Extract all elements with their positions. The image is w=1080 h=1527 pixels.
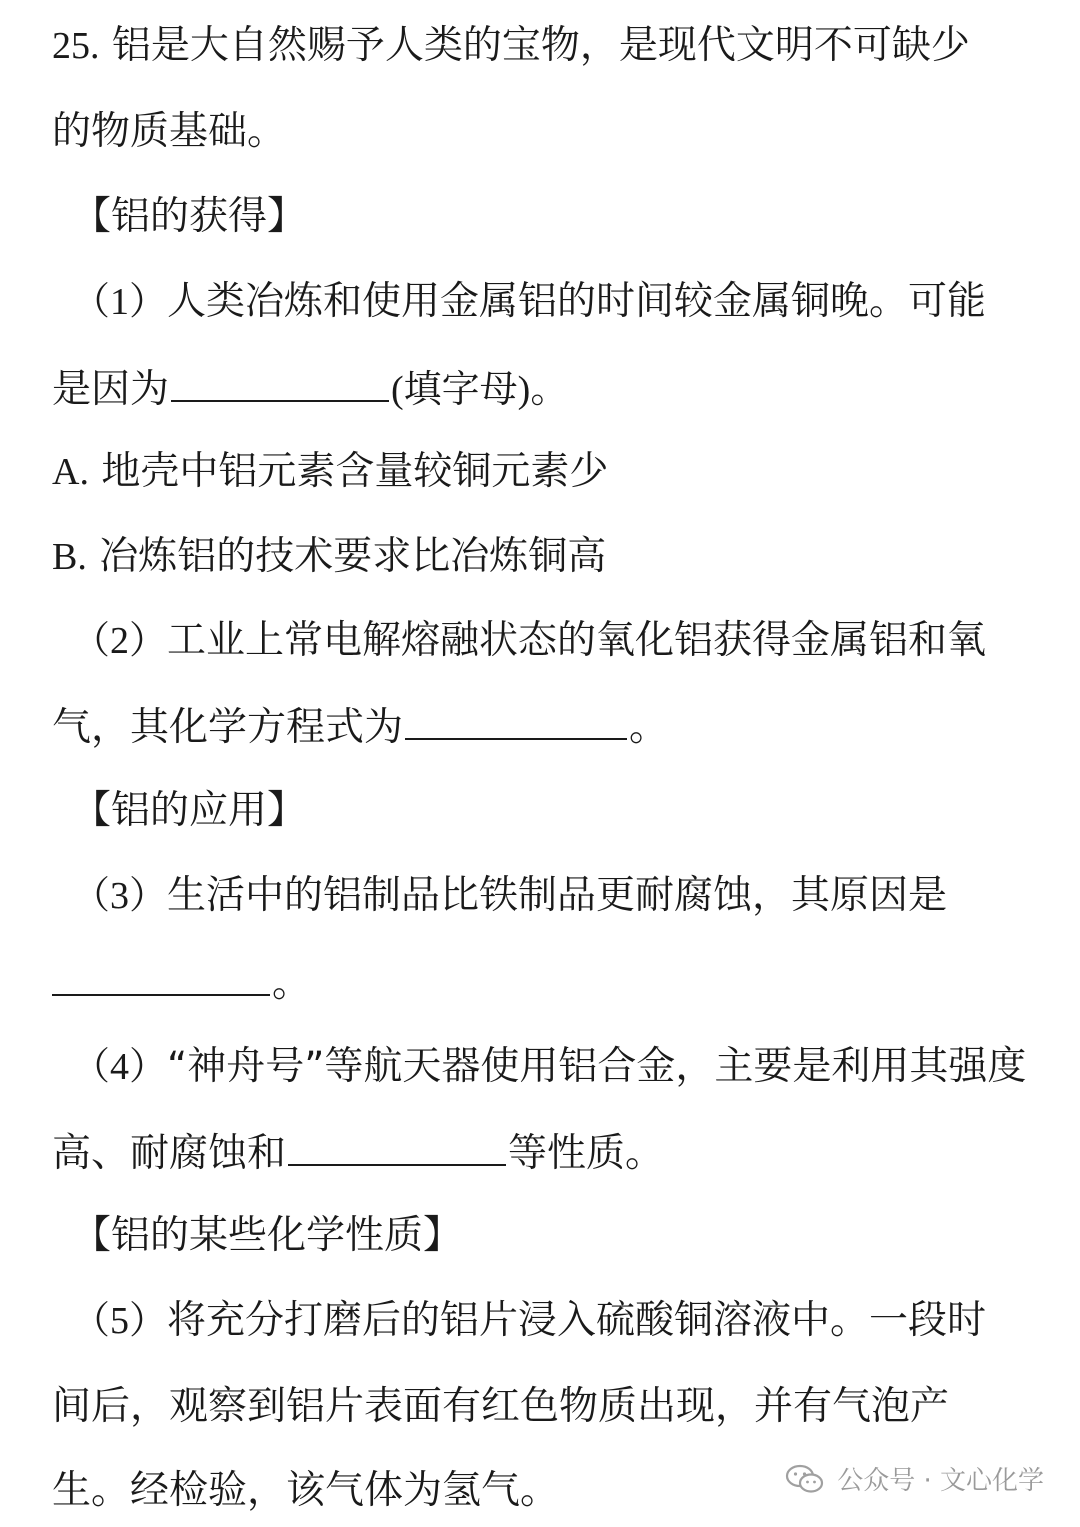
- q2-line1: [72, 617, 986, 665]
- question-intro-text: 铝是大自然赐予人类的宝物，是现代文明不可缺少: [111, 23, 970, 68]
- q4-label: （4）: [72, 1046, 168, 1088]
- watermark: [785, 1460, 1044, 1497]
- q1-text-after-blank: (填字母)。: [391, 369, 569, 411]
- q5-line3: 生。经检验，该气体为氢气。: [52, 1468, 560, 1513]
- q1-answer-blank[interactable]: [171, 364, 389, 402]
- question-intro-line2: 的物质基础。: [52, 109, 287, 154]
- q1-option-b: [52, 533, 606, 581]
- q1-option-a-text: 地壳中铝元素含量较铜元素少: [101, 449, 609, 494]
- watermark-text: 公众号 · 文心化学: [837, 1466, 1044, 1496]
- q3-answer-blank[interactable]: [52, 958, 270, 996]
- q2-line2: [52, 702, 668, 752]
- q2-text-after-blank: 。: [629, 705, 669, 750]
- question-number: 25.: [52, 25, 100, 67]
- q1-option-a-label: A.: [52, 451, 89, 493]
- q1-label: （1）: [72, 281, 168, 323]
- q3-line1: [72, 872, 947, 920]
- q1-option-b-text: 冶炼铝的技术要求比冶炼铜高: [99, 534, 607, 579]
- q2-label: （2）: [72, 620, 168, 662]
- q3-text: 生活中的铝制品比铁制品更耐腐蚀，其原因是: [167, 873, 948, 918]
- q2-text-before-blank: 气，其化学方程式为: [52, 705, 404, 750]
- q3-text-after-blank: 。: [272, 961, 312, 1006]
- wechat-icon: [785, 1464, 825, 1494]
- question-intro-line1: [52, 22, 970, 70]
- q5-label: （5）: [72, 1300, 168, 1342]
- q3-label: （3）: [72, 875, 168, 917]
- q4-text-before-blank: 高、耐腐蚀和: [52, 1131, 287, 1176]
- q4-text-after-blank: 等性质。: [508, 1131, 665, 1176]
- section-heading-chemical: 【铝的某些化学性质】: [72, 1213, 463, 1258]
- q5-line2: 间后，观察到铝片表面有红色物质出现，并有气泡产: [52, 1384, 950, 1429]
- q4-text: “神舟号”等航天器使用铝合金，主要是利用其强度: [167, 1044, 1027, 1089]
- q1-text: 人类冶炼和使用金属铝的时间较金属铜晚。可能: [167, 279, 987, 324]
- q5-line1: [72, 1297, 986, 1345]
- q1-text-before-blank: 是因为: [52, 367, 170, 412]
- q1-option-a: [52, 448, 608, 496]
- q1-option-b-label: B.: [52, 536, 87, 578]
- section-heading-obtain: 【铝的获得】: [72, 194, 307, 239]
- q4-line2: [52, 1128, 664, 1178]
- q1-line1: [72, 278, 986, 326]
- q4-line1: [72, 1043, 1026, 1091]
- q3-line2: [52, 958, 311, 1008]
- q1-line2: [52, 364, 568, 414]
- q2-text: 工业上常电解熔融状态的氧化铝获得金属铝和氧: [167, 618, 987, 663]
- q2-answer-blank[interactable]: [405, 702, 627, 740]
- q4-answer-blank[interactable]: [288, 1128, 506, 1166]
- q5-text: 将充分打磨后的铝片浸入硫酸铜溶液中。一段时: [167, 1298, 987, 1343]
- section-heading-application: 【铝的应用】: [72, 788, 307, 833]
